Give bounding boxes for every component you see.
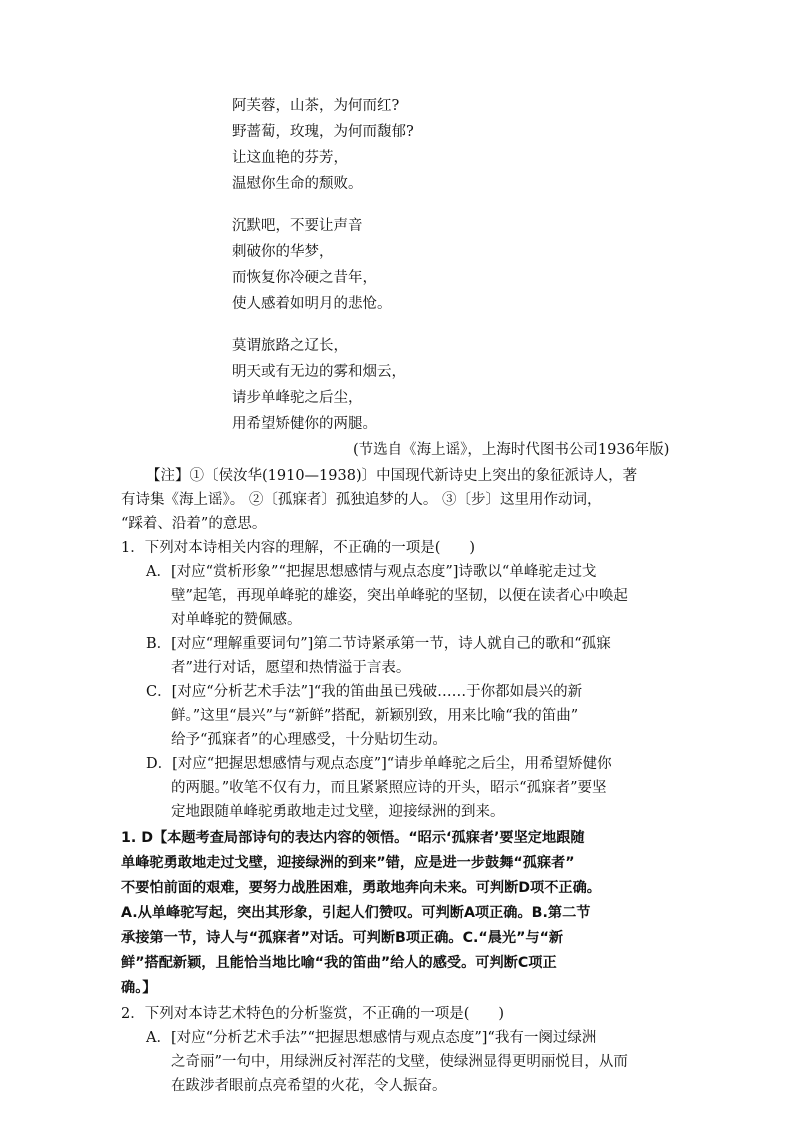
option-d: D．[对应“把握思想感情与观点态度”]“请步单峰驼之后尘，用希望矫健你 xyxy=(146,756,612,772)
question-stem: 2．下列对本诗艺术特色的分析鉴赏，不正确的一项是( ) xyxy=(121,1006,505,1022)
answer-line: 鲜”搭配新颖，且能恰当地比喻“我的笛曲”给人的感受。可判断C项正 xyxy=(121,955,557,971)
poem-line: 使人感着如明月的悲怆。 xyxy=(232,296,392,312)
poem-line: 明天或有无边的雾和烟云， xyxy=(232,364,406,380)
answer-line: 确。】 xyxy=(121,980,157,996)
option-a-cont: 对单峰驼的赞佩感。 xyxy=(171,612,302,628)
note-line: 【注】①〔侯汝华(1910—1938)〕中国现代新诗史上突出的象征派诗人，著 xyxy=(146,468,638,484)
poem-line: 用希望矫健你的两腿。 xyxy=(232,416,377,432)
poem-line: 莫谓旅路之辽长， xyxy=(232,338,348,354)
option-a-cont: 在跋涉者眼前点亮希望的火花，令人振奋。 xyxy=(171,1078,447,1094)
note-line: 有诗集《海上谣》。 ②〔孤寐者〕孤独追梦的人。 ③〔步〕这里用作动词， xyxy=(121,492,602,508)
note-line: “踩着、沿着”的意思。 xyxy=(121,516,267,532)
poem-line: 刺破你的华梦， xyxy=(232,244,334,260)
answer-line: 单峰驼勇敢地走过戈壁，迎接绿洲的到来”错，应是进一步鼓舞“孤寐者” xyxy=(121,855,575,871)
option-a: A．[对应“赏析形象”“把握思想感情与观点态度”]诗歌以“单峰驼走过戈 xyxy=(146,564,597,580)
option-c: C．[对应“分析艺术手法”]“我的笛曲虽已残破……于你都如晨兴的新 xyxy=(146,684,583,700)
option-c-cont: 给予“孤寐者”的心理感受，十分贴切生动。 xyxy=(171,732,447,748)
poem-line: 让这血艳的芬芳， xyxy=(232,150,348,166)
poem-line: 温慰你生命的颓败。 xyxy=(232,176,363,192)
option-b-cont: 者”进行对话，愿望和热情溢于言表。 xyxy=(171,660,411,676)
answer-line: 承接第一节，诗人与“孤寐者”对话。可判断B项正确。C.“晨光”与“新 xyxy=(121,930,564,946)
poem-line: 而恢复你冷硬之昔年， xyxy=(232,270,377,286)
option-a-cont: 壁”起笔，再现单峰驼的雄姿，突出单峰驼的坚韧，以便在读者心中唤起 xyxy=(171,588,628,604)
poem-line: 阿芙蓉，山茶，为何而红? xyxy=(232,98,400,114)
option-a: A．[对应“分析艺术手法”“把握思想感情与观点态度”]“我有一阕过绿洲 xyxy=(146,1030,597,1046)
poem-line: 请步单峰驼之后尘， xyxy=(232,390,363,406)
option-d-cont: 的两腿。”收笔不仅有力，而且紧紧照应诗的开头，昭示“孤寐者”要坚 xyxy=(171,780,607,796)
poem-source: (节选自《海上谣》，上海时代图书公司1936年版) xyxy=(353,442,670,458)
poem-line: 野蔷蔔，玫瑰，为何而馥郁? xyxy=(232,124,414,140)
question-stem: 1．下列对本诗相关内容的理解，不正确的一项是( ) xyxy=(121,540,476,556)
answer-line: 1. D【本题考查局部诗句的表达内容的领悟。“昭示‘孤寐者’要坚定地跟随 xyxy=(121,830,585,846)
answer-line: 不要怕前面的艰难，要努力战胜困难，勇敢地奔向未来。可判断D项不正确。 xyxy=(121,880,601,896)
option-d-cont: 定地跟随单峰驼勇敢地走过戈壁，迎接绿洲的到来。 xyxy=(171,804,505,820)
answer-line: A.从单峰驼写起，突出其形象，引起人们赞叹。可判断A项正确。B.第二节 xyxy=(121,905,591,921)
option-c-cont: 鲜。”这里“晨兴”与“新鲜”搭配，新颖别致，用来比喻“我的笛曲” xyxy=(171,708,579,724)
option-a-cont: 之奇丽”一句中，用绿洲反衬浑茫的戈壁，使绿洲显得更明丽悦目，从而 xyxy=(171,1054,628,1070)
poem-line: 沉默吧，不要让声音 xyxy=(232,218,363,234)
option-b: B．[对应“理解重要词句”]第二节诗紧承第一节，诗人就自己的歌和“孤寐 xyxy=(146,636,611,652)
